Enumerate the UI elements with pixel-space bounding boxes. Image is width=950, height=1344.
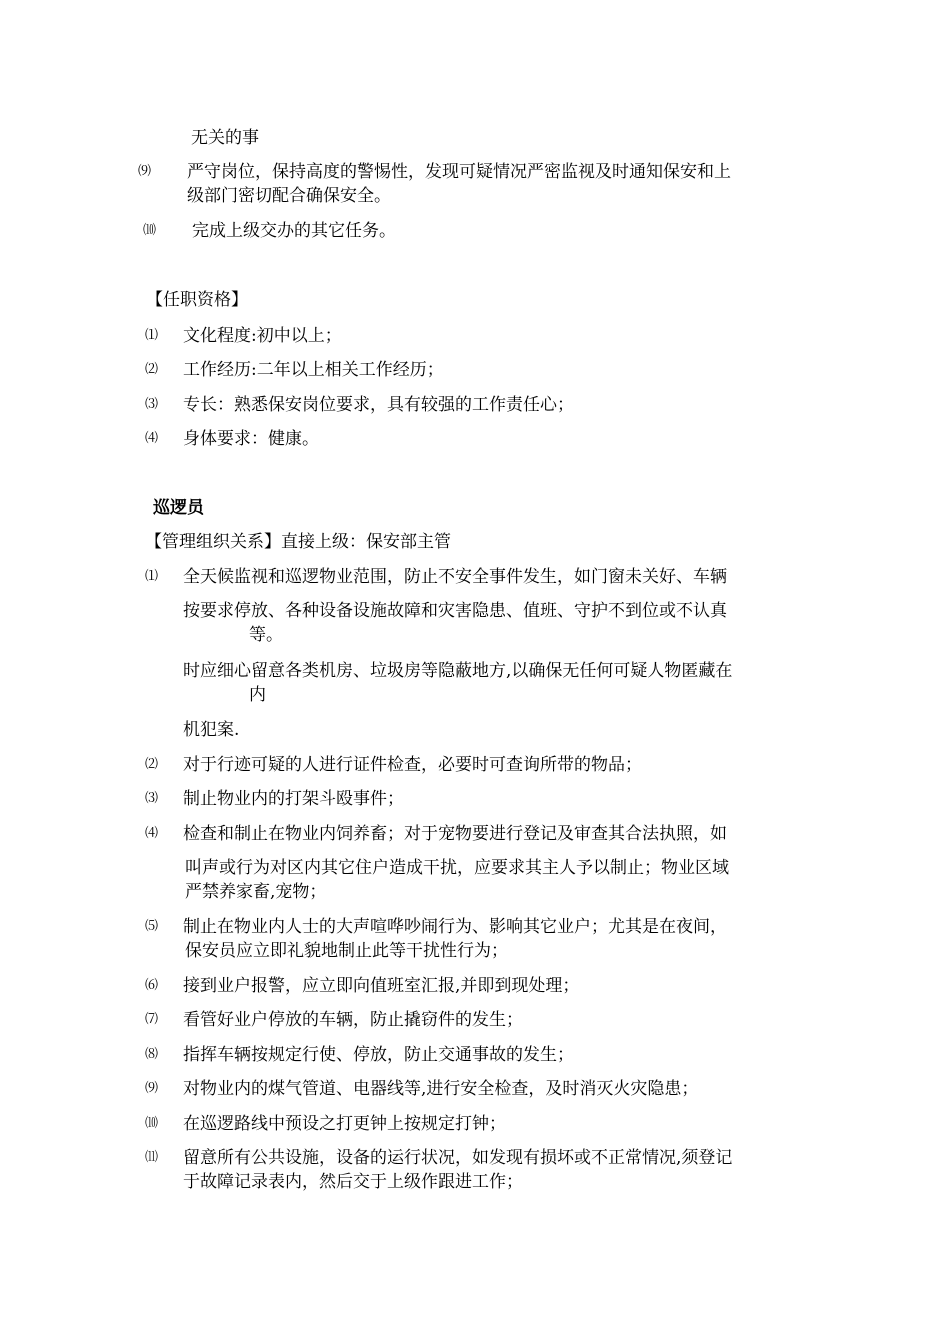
item-number: ⑷ — [145, 826, 159, 841]
list-item-text: 严禁养家畜,宠物； — [185, 882, 327, 902]
item-number: ⑻ — [145, 1047, 159, 1062]
item-number: ⑴ — [145, 569, 159, 584]
list-item-text: 专长：熟悉保安岗位要求，具有较强的工作责任心； — [183, 395, 574, 415]
list-item-text: 保安员应立即礼貌地制止此等干扰性行为； — [185, 941, 508, 961]
item-number: ⑹ — [145, 978, 159, 993]
list-item-text: 检查和制止在物业内饲养畜；对于宠物要进行登记及审查其合法执照，如 — [183, 824, 727, 844]
item-number: ⑼ — [145, 1081, 159, 1096]
item-number: ⑶ — [145, 791, 159, 806]
list-item-text: 制止在物业内人士的大声喧哗吵闹行为、影响其它业户；尤其是在夜间， — [183, 917, 727, 937]
list-item-text: 于故障记录表内，然后交于上级作跟进工作； — [183, 1172, 523, 1192]
list-item-text: 等。 — [249, 625, 283, 645]
list-item-text: 全天候监视和巡逻物业范围，防止不安全事件发生，如门窗未关好、车辆 — [183, 567, 727, 587]
item-number: ⑵ — [145, 757, 159, 772]
item-number: ⑾ — [145, 1150, 159, 1165]
list-item-text: 按要求停放、各种设备设施故障和灾害隐患、值班、守护不到位或不认真 — [183, 601, 727, 621]
list-item-text: 制止物业内的打架斗殴事件； — [183, 789, 404, 809]
list-item-text: 指挥车辆按规定行使、停放，防止交通事故的发生； — [183, 1045, 574, 1065]
item-number: ⑸ — [145, 919, 159, 934]
section-heading-qualifications: 【任职资格】 — [146, 290, 248, 310]
list-item-text: 级部门密切配合确保安全。 — [187, 186, 391, 206]
list-item-text: 工作经历:二年以上相关工作经历； — [183, 360, 444, 380]
list-item-text: 在巡逻路线中预设之打更钟上按规定打钟； — [183, 1114, 506, 1134]
item-number: ⑴ — [145, 328, 159, 343]
list-item-text: 严守岗位，保持高度的警惕性，发现可疑情况严密监视及时通知保安和上 — [187, 162, 731, 182]
item-number: ⑼ — [138, 164, 152, 179]
item-number: ⑽ — [145, 1116, 159, 1131]
continuation-text: 无关的事 — [191, 128, 259, 148]
list-item-text: 身体要求：健康。 — [183, 429, 319, 449]
list-item-text: 对物业内的煤气管道、电器线等,进行安全检查，及时消灭火灾隐患； — [183, 1079, 699, 1099]
list-item-text: 时应细心留意各类机房、垃圾房等隐蔽地方,以确保无任何可疑人物匿藏在 — [183, 661, 733, 681]
list-item-text: 文化程度:初中以上； — [183, 326, 342, 346]
list-item-text: 对于行迹可疑的人进行证件检查，必要时可查询所带的物品； — [183, 755, 642, 775]
list-item-text: 留意所有公共设施，设备的运行状况，如发现有损坏或不正常情况,须登记 — [183, 1148, 733, 1168]
item-number: ⑵ — [145, 362, 159, 377]
list-item-text: 内 — [249, 685, 266, 705]
org-relationship: 【管理组织关系】直接上级：保安部主管 — [145, 532, 451, 552]
list-item-text: 机犯案. — [183, 720, 240, 740]
section-title-patrol: 巡逻员 — [153, 498, 204, 518]
list-item-text: 接到业户报警，应立即向值班室汇报,并即到现处理； — [183, 976, 580, 996]
item-number: ⑽ — [143, 223, 157, 238]
list-item-text: 看管好业户停放的车辆，防止撬窃件的发生； — [183, 1010, 523, 1030]
item-number: ⑷ — [145, 431, 159, 446]
list-item-text: 完成上级交办的其它任务。 — [192, 221, 396, 241]
item-number: ⑺ — [145, 1012, 159, 1027]
list-item-text: 叫声或行为对区内其它住户造成干扰，应要求其主人予以制止；物业区域 — [185, 858, 729, 878]
item-number: ⑶ — [145, 397, 159, 412]
